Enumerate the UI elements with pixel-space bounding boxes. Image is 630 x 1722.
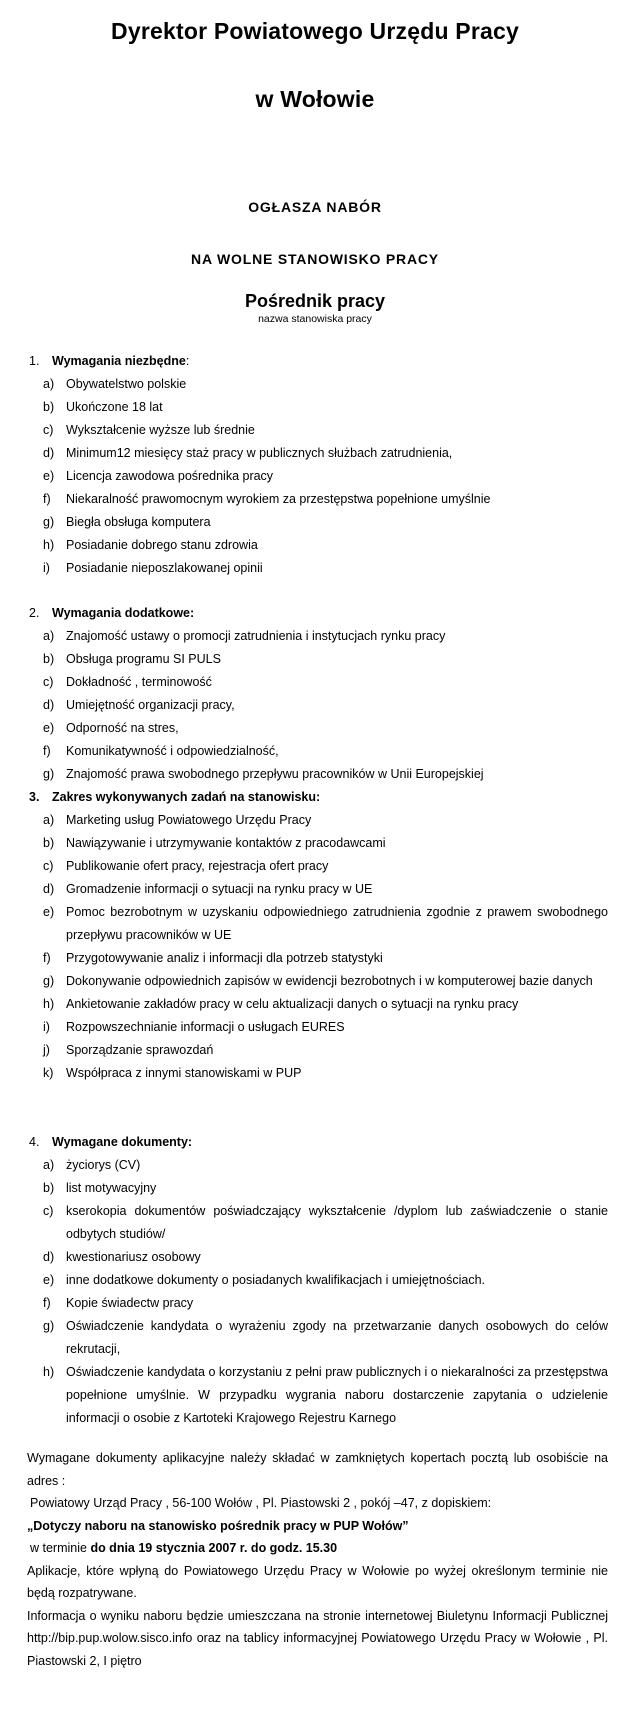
list-item xyxy=(0,373,630,396)
document-content xyxy=(0,350,630,1672)
list-item xyxy=(0,1269,630,1292)
item-text: Oświadczenie kandydata o korzystaniu z pełni praw publicznych i o niekaralności za przestępstwa popełnione umyślnie. W przypadku wygrania naboru dostarczenie zapytania o udzielenie informacji o osobie z Kartoteki Krajowego Rejestru Karnego xyxy=(66,1365,608,1425)
list-item xyxy=(0,488,630,511)
list-item xyxy=(0,717,630,740)
list-item xyxy=(0,511,630,534)
section-number: 3. xyxy=(29,790,40,804)
item-text: Gromadzenie informacji o sytuacji na rynku pracy w UE xyxy=(66,882,373,896)
item-label: g) xyxy=(43,974,55,988)
item-text: Posiadanie nieposzlakowanej opinii xyxy=(66,561,263,575)
document-title-line1: Dyrektor Powiatowego Urzędu Pracy xyxy=(111,18,519,44)
list-item xyxy=(0,534,630,557)
item-label: g) xyxy=(43,515,55,529)
item-label: a) xyxy=(43,813,55,827)
section-title: Wymagania dodatkowe: xyxy=(52,606,195,620)
item-text: Komunikatywność i odpowiedzialność, xyxy=(66,744,279,758)
item-text: Sporządzanie sprawozdań xyxy=(66,1043,214,1057)
item-label: b) xyxy=(43,652,55,666)
list-item xyxy=(0,1315,630,1361)
item-text: kwestionariusz osobowy xyxy=(66,1250,201,1264)
item-text: list motywacyjny xyxy=(66,1181,157,1195)
item-label: h) xyxy=(43,538,55,552)
item-text: Dokonywanie odpowiednich zapisów w ewidencji bezrobotnych i w komputerowej bazie danych xyxy=(66,974,593,988)
item-text: Znajomość prawa swobodnego przepływu pracowników w Unii Europejskiej xyxy=(66,767,484,781)
item-text: życiorys (CV) xyxy=(66,1158,141,1172)
item-label: d) xyxy=(43,698,55,712)
item-label: h) xyxy=(43,997,55,1011)
item-label: e) xyxy=(43,1273,55,1287)
item-text: Dokładność , terminowość xyxy=(66,675,212,689)
item-text: Niekaralność prawomocnym wyrokiem za przestępstwa popełnione umyślnie xyxy=(66,492,491,506)
item-label: k) xyxy=(43,1066,54,1080)
item-label: a) xyxy=(43,629,55,643)
item-label: c) xyxy=(43,675,54,689)
item-text: Obsługa programu SI PULS xyxy=(66,652,221,666)
list-item xyxy=(0,740,630,763)
deadline-line xyxy=(27,1537,608,1560)
list-item xyxy=(0,901,630,947)
item-label: e) xyxy=(43,721,55,735)
section-heading xyxy=(0,350,630,373)
item-label: d) xyxy=(43,1250,55,1264)
list-item xyxy=(0,832,630,855)
section-heading xyxy=(0,602,630,625)
item-label: c) xyxy=(43,859,54,873)
item-text: Marketing usług Powiatowego Urzędu Pracy xyxy=(66,813,312,827)
list-item xyxy=(0,442,630,465)
item-text: Ankietowanie zakładów pracy w celu aktualizacji danych o sytuacji na rynku pracy xyxy=(66,997,519,1011)
item-text: inne dodatkowe dokumenty o posiadanych kwalifikacjach i umiejętnościach. xyxy=(66,1273,485,1287)
list-item xyxy=(0,625,630,648)
item-label: c) xyxy=(43,1204,54,1218)
list-item xyxy=(0,1361,630,1430)
item-text: Umiejętność organizacji pracy, xyxy=(66,698,235,712)
item-label: c) xyxy=(43,423,54,437)
section-heading xyxy=(0,1131,630,1154)
list-item xyxy=(0,694,630,717)
list-item xyxy=(0,465,630,488)
list-item xyxy=(0,419,630,442)
item-label: i) xyxy=(43,561,50,575)
item-text: Minimum12 miesięcy staż pracy w publicznych służbach zatrudnienia, xyxy=(66,446,453,460)
announcement-line1: OGŁASZA NABÓR xyxy=(248,199,382,215)
section-number: 2. xyxy=(29,606,40,620)
results-info: Informacja o wyniku naboru będzie umieszczana na stronie internetowej Biuletynu Informacji Publicznej http://bip.pup.wolow.sisco.info oraz na tablicy informacyjnej Powiatowego Urzędu Pracy w Wołowie , Pl. Piastowski 2, I piętro xyxy=(27,1608,608,1668)
list-item xyxy=(0,1016,630,1039)
item-label: a) xyxy=(43,1158,55,1172)
spacer xyxy=(0,580,630,602)
item-label: e) xyxy=(43,905,55,919)
item-label: f) xyxy=(43,492,51,506)
list-item xyxy=(0,855,630,878)
late-applications-note: Aplikacje, które wpłyną do Powiatowego Urzędu Pracy w Wołowie po wyżej określonym terminie nie będą rozpatrywane. xyxy=(27,1563,608,1600)
section-title-tail: : xyxy=(185,354,190,368)
list-item xyxy=(0,1200,630,1246)
deadline-date: do dnia 19 stycznia 2007 r. do godz. 15.30 xyxy=(90,1541,338,1555)
list-item xyxy=(0,809,630,832)
item-label: h) xyxy=(43,1365,55,1379)
list-item xyxy=(0,763,630,786)
office-address: Powiatowy Urząd Pracy , 56-100 Wołów , Pl. Piastowski 2 , pokój –47, z dopiskiem: xyxy=(30,1496,492,1510)
list-item xyxy=(0,993,630,1016)
item-text: Licencja zawodowa pośrednika pracy xyxy=(66,469,274,483)
section-title xyxy=(52,350,189,373)
section-heading xyxy=(0,786,630,809)
item-label: i) xyxy=(43,1020,50,1034)
item-label: f) xyxy=(43,1296,51,1310)
list-item xyxy=(0,1292,630,1315)
item-label: g) xyxy=(43,767,55,781)
item-text: Publikowanie ofert pracy, rejestracja ofert pracy xyxy=(66,859,329,873)
section-list xyxy=(0,1154,630,1430)
envelope-note-text: „Dotyczy naboru na stanowisko pośrednik pracy w PUP Wołów” xyxy=(27,1518,409,1533)
section-list xyxy=(0,625,630,786)
list-item xyxy=(0,1154,630,1177)
item-text: Przygotowywanie analiz i informacji dla potrzeb statystyki xyxy=(66,951,383,965)
list-item xyxy=(0,1177,630,1200)
section-number: 4. xyxy=(29,1135,40,1149)
list-item xyxy=(0,671,630,694)
section-title: Wymagane dokumenty: xyxy=(52,1135,193,1149)
submission-instructions: Wymagane dokumenty aplikacyjne należy składać w zamkniętych kopertach pocztą lub osobiście na adres : xyxy=(27,1451,608,1488)
list-item xyxy=(0,396,630,419)
item-label: e) xyxy=(43,469,55,483)
item-label: f) xyxy=(43,744,51,758)
list-item xyxy=(0,970,630,993)
document-title-line2: w Wołowie xyxy=(255,86,375,112)
spacer xyxy=(0,1085,630,1131)
item-text: Kopie świadectw pracy xyxy=(66,1296,194,1310)
item-label: j) xyxy=(43,1043,50,1057)
item-text: Oświadczenie kandydata o wyrażeniu zgody na przetwarzanie danych osobowych do celów rekrutacji, xyxy=(66,1319,608,1356)
item-text: Pomoc bezrobotnym w uzyskaniu odpowiedniego zatrudnienia zgodnie z prawem swobodnego przepływu pracowników w UE xyxy=(66,905,608,942)
section-title-text: Wymagania niezbędne xyxy=(52,354,186,368)
item-label: d) xyxy=(43,446,55,460)
list-item xyxy=(0,557,630,580)
section-title: Zakres wykonywanych zadań na stanowisku: xyxy=(52,790,321,804)
deadline-prefix: w terminie xyxy=(30,1541,91,1555)
spacer xyxy=(0,1430,630,1447)
item-text: Znajomość ustawy o promocji zatrudnienia i instytucjach rynku pracy xyxy=(66,629,446,643)
item-label: g) xyxy=(43,1319,55,1333)
item-text: Rozpowszechnianie informacji o usługach EURES xyxy=(66,1020,345,1034)
position-name: Pośrednik pracy xyxy=(244,291,386,311)
envelope-note xyxy=(27,1515,608,1538)
position-note: nazwa stanowiska pracy xyxy=(258,313,372,325)
item-label: d) xyxy=(43,882,55,896)
item-text: Odporność na stres, xyxy=(66,721,179,735)
announcement-line2: NA WOLNE STANOWISKO PRACY xyxy=(191,251,439,267)
item-text: Współpraca z innymi stanowiskami w PUP xyxy=(66,1066,302,1080)
item-label: a) xyxy=(43,377,55,391)
list-item xyxy=(0,648,630,671)
list-item xyxy=(0,1246,630,1269)
item-label: b) xyxy=(43,836,55,850)
item-text: Ukończone 18 lat xyxy=(66,400,163,414)
section-list xyxy=(0,373,630,580)
list-item xyxy=(0,1062,630,1085)
item-text: Posiadanie dobrego stanu zdrowia xyxy=(66,538,258,552)
item-text: kserokopia dokumentów poświadczający wykształcenie /dyplom lub zaświadczenie o stanie odbytych studiów/ xyxy=(66,1204,608,1241)
section-number: 1. xyxy=(29,354,40,368)
item-text: Obywatelstwo polskie xyxy=(66,377,187,391)
list-item xyxy=(0,947,630,970)
item-text: Biegła obsługa komputera xyxy=(66,515,211,529)
section-list xyxy=(0,809,630,1085)
item-text: Wykształcenie wyższe lub średnie xyxy=(66,423,255,437)
item-text: Nawiązywanie i utrzymywanie kontaktów z pracodawcami xyxy=(66,836,386,850)
item-label: b) xyxy=(43,1181,55,1195)
item-label: b) xyxy=(43,400,55,414)
list-item xyxy=(0,1039,630,1062)
item-label: f) xyxy=(43,951,51,965)
list-item xyxy=(0,878,630,901)
